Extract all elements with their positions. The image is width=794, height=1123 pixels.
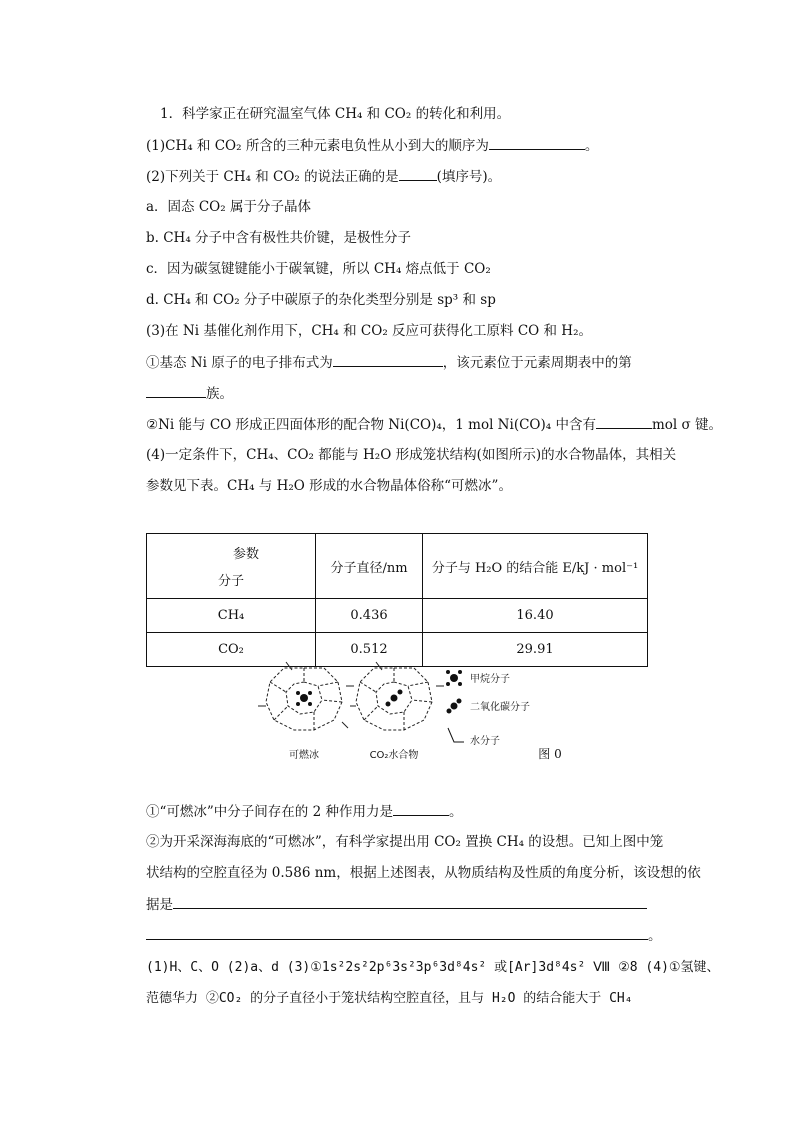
part4-2-blank-1[interactable] (173, 894, 647, 909)
row-co2-diameter: 0.512 (316, 633, 423, 667)
part4-line2: 参数见下表。CH₄ 与 H₂O 形成的水合物晶体俗称“可燃冰”。 (146, 478, 512, 494)
part3-1-cont (146, 383, 233, 404)
row-co2-energy: 29.91 (423, 633, 648, 667)
question-intro: 1．科学家正在研究温室气体 CH₄ 和 CO₂ 的转化和利用。 (160, 106, 511, 122)
row-ch4-name: CH₄ (147, 599, 316, 633)
row-ch4-energy: 16.40 (423, 599, 648, 633)
answer-line1: (1)H、C、O (2)a、d (3)①1s²2s²2p⁶3s²3p⁶3d⁸4s² 或[Ar]3d⁸4s² Ⅷ ②8 (4)①氢键、 (146, 960, 720, 975)
part3-1-text: ①基态 Ni 原子的电子排布式为 (146, 355, 333, 371)
part3-1-end: 族。 (206, 386, 233, 402)
option-b: b. CH₄ 分子中含有极性共价键，是极性分子 (146, 230, 412, 246)
part3-1-blank-group[interactable] (146, 383, 206, 398)
part2 (146, 166, 501, 187)
answer-line2: 范德华力 ②CO₂ 的分子直径小于笼状结构空腔直径，且与 H₂O 的结合能大于 CH₄ (146, 991, 633, 1006)
option-d: d. CH₄ 和 CO₂ 分子中碳原子的杂化类型分别是 sp³ 和 sp (146, 292, 496, 308)
table-header-diagonal (147, 534, 316, 599)
header-param: 参数 (232, 547, 259, 562)
part3-2-text: ②Ni 能与 CO 形成正四面体形的配合物 Ni(CO)₄，1 mol Ni(CO)₄ 中含有 (146, 417, 596, 433)
part1 (146, 135, 598, 156)
row-co2-name: CO₂ (147, 633, 316, 667)
label-co2-hydrate: CO₂水合物 (369, 750, 419, 761)
option-c: c．因为碳氢键键能小于碳氧键，所以 CH₄ 熔点低于 CO₂ (146, 261, 491, 277)
header-molecule: 分子 (218, 574, 245, 589)
part2-blank[interactable] (399, 166, 437, 181)
part4-2-line1: ②为开采深海海底的“可燃冰”，有科学家提出用 CO₂ 置换 CH₄ 的设想。已知上图中笼 (146, 834, 664, 850)
part4-2-blank-2[interactable] (146, 925, 648, 940)
header-diameter: 分子直径/nm (316, 534, 423, 599)
part4-2-line4 (146, 925, 662, 946)
part3: (3)在 Ni 基催化剂作用下，CH₄ 和 CO₂ 反应可获得化工原料 CO 和 H₂。 (146, 323, 592, 339)
part4-1-text: ①“可燃冰”中分子间存在的 2 种作用力是 (146, 804, 393, 820)
part1-text: (1)CH₄ 和 CO₂ 所含的三种元素电负性从小到大的顺序为 (146, 138, 489, 154)
legend-h2o-icon (448, 728, 464, 742)
legend-ch4: 甲烷分子 (470, 674, 510, 685)
part4-1 (146, 801, 462, 822)
part4-2-line3 (146, 894, 647, 915)
part3-1-blank-config[interactable] (333, 352, 443, 367)
part3-2-blank[interactable] (596, 414, 652, 429)
part2-end: (填序号)。 (436, 169, 502, 185)
parameter-table (146, 533, 648, 667)
part1-blank[interactable] (489, 135, 585, 150)
legend-co2-icon (447, 699, 462, 714)
part4-1-end: 。 (448, 804, 463, 820)
co2-molecule (386, 690, 403, 707)
part3-1 (146, 352, 632, 373)
part2-text: (2)下列关于 CH₄ 和 CO₂ 的说法正确的是 (146, 169, 399, 185)
part4-2-line2: 状结构的空腔直径为 0.586 nm，根据上述图表，从物质结构及性质的角度分析，该设想的依 (146, 865, 701, 881)
part4-2-text: 据是 (146, 897, 173, 913)
table-row (147, 599, 648, 633)
part4-2-end: 。 (648, 928, 662, 944)
legend-h2o: 水分子 (470, 736, 500, 747)
part1-end: 。 (584, 138, 599, 154)
figure-caption: 图 0 (538, 747, 562, 761)
part4-line1: (4)一定条件下，CH₄、CO₂ 都能与 H₂O 形成笼状结构(如图所示)的水合物晶体，其相关 (146, 447, 677, 463)
row-ch4-diameter: 0.436 (316, 599, 423, 633)
legend-ch4-icon (446, 670, 462, 686)
option-a: a．固态 CO₂ 属于分子晶体 (146, 199, 311, 215)
part3-2-end: mol σ 键。 (651, 417, 722, 433)
part3-1-mid: ，该元素位于元素周期表中的第 (442, 355, 632, 371)
part4-1-blank[interactable] (393, 801, 449, 816)
clathrate-figure (258, 658, 568, 764)
methane-molecule (296, 691, 312, 706)
part3-2 (146, 414, 722, 435)
legend-co2: 二氧化碳分子 (470, 702, 530, 713)
header-energy: 分子与 H₂O 的结合能 E/kJ · mol⁻¹ (423, 534, 648, 599)
label-combustible-ice: 可燃冰 (289, 750, 319, 761)
